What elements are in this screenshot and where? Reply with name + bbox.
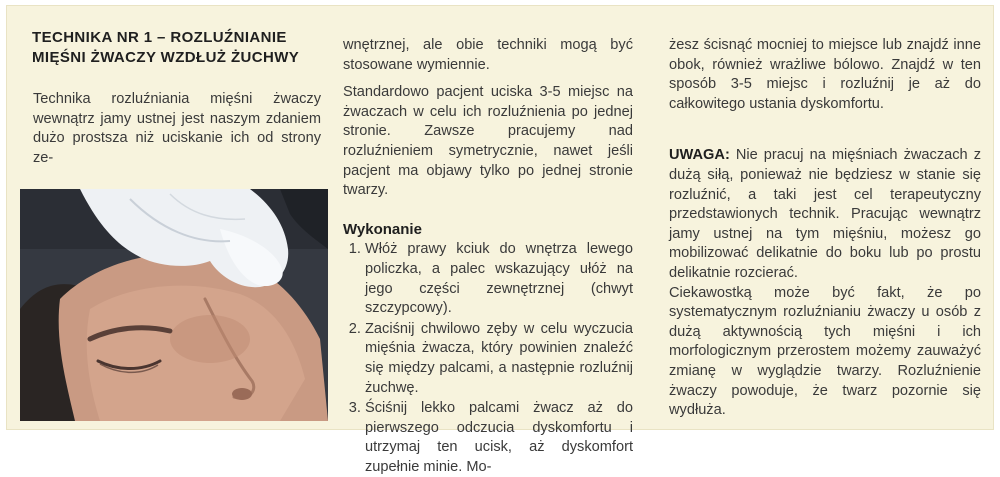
warning-text: Nie pracuj na mięśniach żwaczach z dużą siłą, ponieważ nie będziesz w stanie się rozluźnić, a taki jest cel terapeutyczny przedstawionych technik. Pracując wewnątrz jamy ustnej na tym mięśniu, możesz go mobilizować delikatnie do boku lub po prostu delikatnie rozcierać. — [669, 147, 981, 281]
column-3 — [669, 6, 981, 421]
article-panel — [6, 5, 994, 475]
title-line-2: MIĘŚNI ŻWACZY WZDŁUŻ ŻUCHWY — [32, 49, 300, 66]
warning-label: UWAGA: — [669, 147, 730, 164]
article-title — [32, 28, 321, 68]
intro-paragraph: Technika rozluźniania mięśni żwaczy wewnątrz jamy ustnej jest naszym zdaniem dużo prostsza niż uciskanie ich od strony ze- — [33, 91, 321, 166]
step-item-3: 3. Ściśnij lekko palcami żwacz aż do pierwszego odczucia dyskomfortu i utrzymaj ten ucisk, aż dyskomfort zupełnie minie. Mo- — [365, 399, 633, 477]
col3-paragraph-1: żesz ścisnąć mocniej to miejsce lub znajdź inne obok, również wrażliwe bólowo. Znajdź w ten sposób 3-5 miejsc i rozluźnij je aż do całkowitego ustania dyskomfortu. — [669, 37, 981, 112]
col2-paragraph-2: Standardowo pacjent uciska 3-5 miejsc na żwaczach w celu ich rozluźnienia po jednej stronie. Zawsze pracujemy nad rozluźnieniem symetrycznie, nawet jeśli pacjent ma objawy tylko po jednej stronie twarzy. — [343, 84, 633, 199]
column-2 — [343, 6, 633, 477]
col3-paragraph-3: Ciekawostką może być fakt, że po systematycznym rozluźnianiu żwaczy u osób z dużą aktywnością tych mięśni i ich morfologicznym przerostem możemy zauważyć zmianę w wyglądzie twarzy. Rozluźnienie żwaczy powoduje, że twarz pozornie się wydłuża. — [669, 284, 981, 419]
technique-photo — [20, 189, 328, 421]
step-item-1: 1. Włóż prawy kciuk do wnętrza lewego policzka, a palec wskazujący ułóż na jego części zewnętrznej (chwyt szczypcowy). — [365, 240, 633, 318]
section-heading-wykonanie: Wykonanie — [343, 220, 422, 238]
photo-illustration — [20, 189, 328, 421]
steps-list — [343, 240, 633, 477]
column-1 — [19, 6, 321, 168]
col2-paragraph-1: wnętrznej, ale obie techniki mogą być stosowane wymiennie. — [343, 37, 633, 73]
warning-paragraph — [669, 146, 981, 283]
title-line-1: TECHNIKA NR 1 – ROZLUŹNIANIE — [32, 29, 287, 46]
step-item-2: 2. Zaciśnij chwilowo zęby w celu wyczucia mięśnia żwacza, który powinien znaleźć się między palcami, a następnie rozluźnij żuchwę. — [365, 320, 633, 398]
